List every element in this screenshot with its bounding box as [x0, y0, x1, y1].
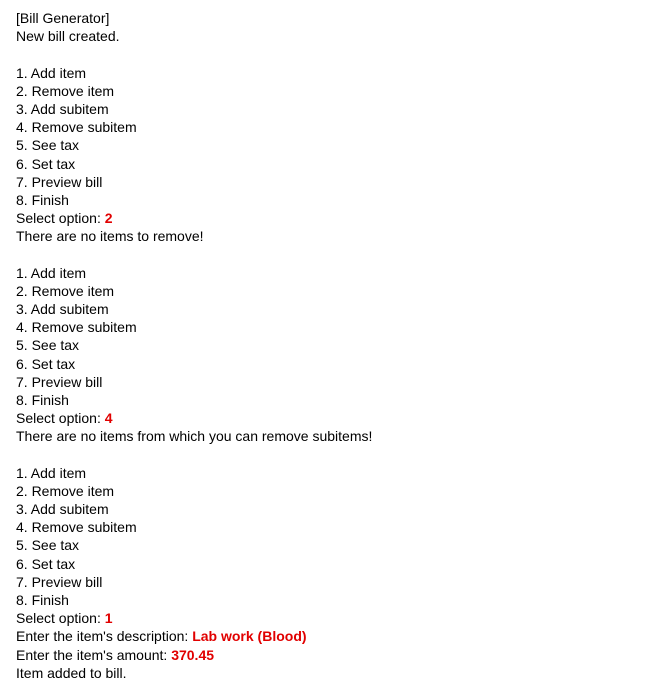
prompt-label: Select option: [16, 410, 105, 427]
menu-option: 6. Set tax [16, 155, 76, 172]
user-input-value: 370.45 [171, 646, 215, 663]
menu-option: 5. See tax [16, 337, 80, 354]
prompt-label: Enter the item's description: [16, 628, 193, 645]
prompt-line [16, 209, 647, 227]
menu-option: 7. Preview bill [16, 373, 103, 390]
prompt-line [16, 409, 647, 427]
menu-option: 1. Add item [16, 464, 87, 481]
prompt-label: Enter the item's amount: [16, 646, 172, 663]
user-input-value: 4 [104, 410, 113, 427]
blank-line [16, 245, 647, 263]
menu-option: 4. Remove subitem [16, 319, 137, 336]
output-line: Item added to bill. [16, 664, 127, 681]
prompt-line [16, 646, 647, 664]
menu-option: 6. Set tax [16, 555, 76, 572]
menu-option: 8. Finish [16, 391, 69, 408]
prompt-label: Select option: [16, 610, 105, 627]
menu-option: 3. Add subitem [16, 100, 109, 117]
user-input-value: Lab work (Blood) [192, 628, 307, 645]
prompt-line [16, 627, 647, 645]
menu-option: 3. Add subitem [16, 501, 109, 518]
menu-option: 5. See tax [16, 137, 80, 154]
menu-option: 6. Set tax [16, 355, 76, 372]
menu-option: 2. Remove item [16, 282, 115, 299]
menu-option: 1. Add item [16, 264, 87, 281]
menu-option: 7. Preview bill [16, 173, 103, 190]
menu-option: 3. Add subitem [16, 301, 109, 317]
blank-line [16, 446, 647, 464]
user-input-value: 2 [104, 210, 113, 227]
menu-option: 2. Remove item [16, 82, 115, 99]
menu-option: 1. Add item [16, 64, 87, 81]
output-line: New bill created. [16, 28, 120, 45]
prompt-label: Select option: [16, 210, 105, 227]
output-line: [Bill Generator] [16, 10, 110, 26]
menu-option: 7. Preview bill [16, 573, 103, 590]
menu-option: 4. Remove subitem [16, 119, 137, 136]
user-input-value: 1 [104, 610, 113, 627]
menu-option: 8. Finish [16, 592, 69, 608]
menu-option: 5. See tax [16, 537, 80, 554]
menu-option: 2. Remove item [16, 482, 115, 499]
output-line: There are no items from which you can remove subitems! [16, 428, 373, 445]
prompt-line [16, 609, 647, 627]
menu-option: 4. Remove subitem [16, 519, 137, 536]
output-line: There are no items to remove! [16, 228, 204, 245]
menu-option: 8. Finish [16, 191, 69, 208]
blank-line [16, 45, 647, 63]
